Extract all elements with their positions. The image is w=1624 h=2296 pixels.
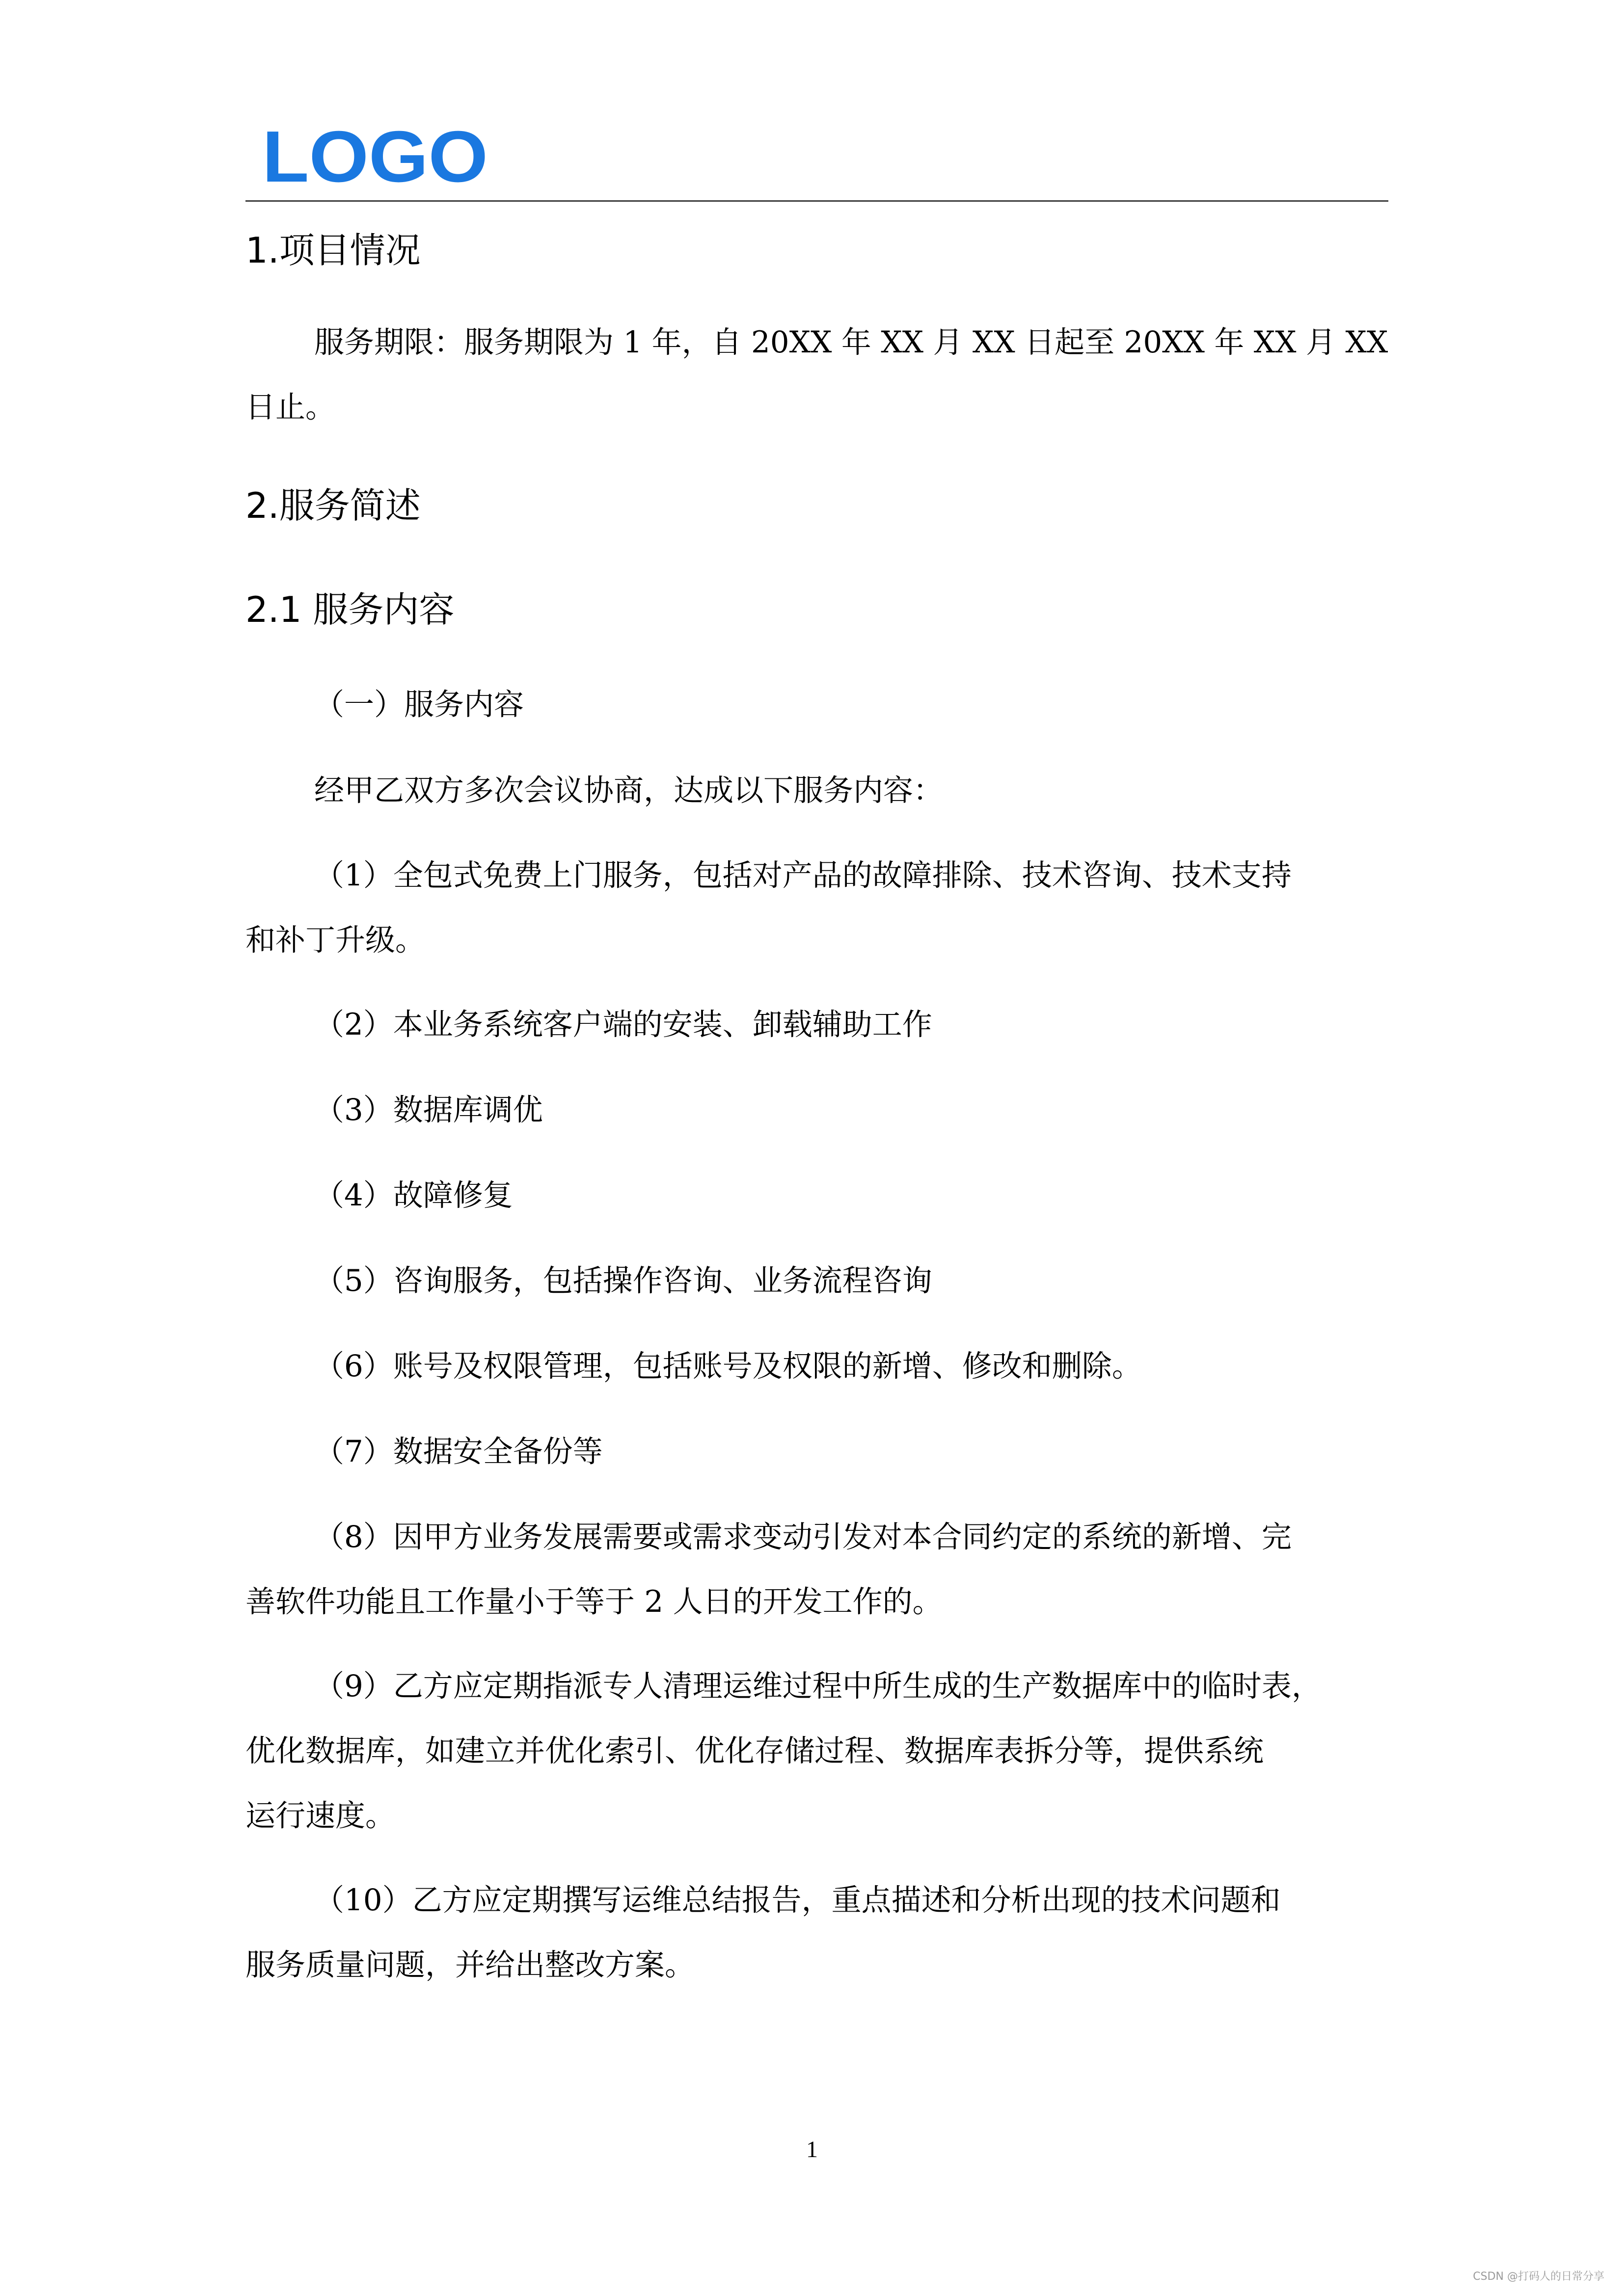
list-item [245, 1419, 1389, 1484]
company-logo [262, 129, 488, 187]
section-2-1-title: 2.1 服务内容 [245, 589, 455, 630]
list-item [245, 1249, 1389, 1313]
intro-text: 经甲乙双方多次会议协商，达成以下服务内容： [314, 773, 944, 808]
item-line: 优化数据库，如建立并优化索引、优化存储过程、数据库表拆分等，提供系统 [245, 1734, 1264, 1768]
section-2-title: 2.服务简述 [245, 485, 421, 526]
item-line: （7）数据安全备份等 [314, 1434, 603, 1469]
item-line: （6）账号及权限管理，包括账号及权限的新增、修改和删除。 [314, 1349, 1142, 1384]
item-line: （8）因甲方业务发展需要或需求变动引发对本合同约定的系统的新增、完 [314, 1520, 1292, 1554]
list-item [245, 1163, 1389, 1228]
item-line: 运行速度。 [245, 1798, 396, 1833]
item-line: 和补丁升级。 [245, 923, 426, 958]
item-line: （3）数据库调优 [314, 1093, 543, 1127]
item-line: （1）全包式免费上门服务，包括对产品的故障排除、技术咨询、技术支持 [314, 858, 1292, 893]
item-line: （10）乙方应定期撰写运维总结报告，重点描述和分析出现的技术问题和 [314, 1883, 1281, 1918]
list-item [245, 1334, 1389, 1399]
item-line: 服务质量问题，并给出整改方案。 [245, 1948, 695, 1982]
item-line: 善软件功能且工作量小于等于 2 人日的开发工作的。 [245, 1584, 943, 1619]
list-item [245, 992, 1389, 1057]
sub-heading-text: （一）服务内容 [314, 687, 524, 722]
item-line: （9）乙方应定期指派专人清理运维过程中所生成的生产数据库中的临时表， [314, 1669, 1322, 1704]
intro-paragraph [245, 758, 1389, 823]
section-1-title: 1.项目情况 [245, 230, 421, 271]
paragraph-line: 日止。 [245, 390, 336, 425]
paragraph-line: 服务期限：服务期限为 1 年，自 20XX 年 XX 月 XX 日起至 20XX 年 XX 月 XX [314, 325, 1388, 360]
list-item [245, 1868, 1389, 1998]
watermark: CSDN @打码人的日常分享 [1473, 2270, 1604, 2283]
logo-text: LOGO [262, 129, 488, 187]
page-number: 1 [806, 2136, 818, 2163]
list-item [245, 1505, 1389, 1634]
list-item [245, 1654, 1389, 1848]
sub-heading [245, 672, 1389, 737]
item-line: （5）咨询服务，包括操作咨询、业务流程咨询 [314, 1263, 932, 1298]
list-item [245, 1078, 1389, 1143]
list-item [245, 843, 1389, 973]
header-divider [245, 200, 1388, 202]
item-line: （2）本业务系统客户端的安装、卸载辅助工作 [314, 1007, 932, 1042]
service-period-paragraph [245, 310, 1389, 440]
item-line: （4）故障修复 [314, 1178, 513, 1213]
